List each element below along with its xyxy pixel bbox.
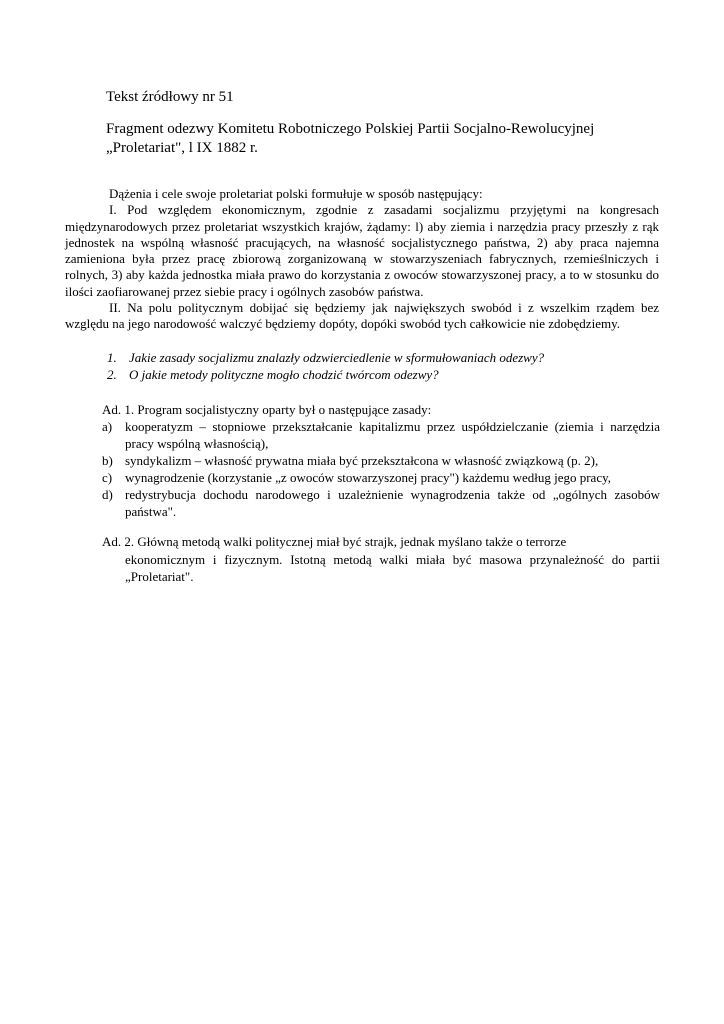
question-text: Jakie zasady socjalizmu znalazły odzwierciedlenie w sformułowaniach odezwy?: [129, 350, 545, 365]
source-intro: Dążenia i cele swoje proletariat polski formułuje w sposób następujący:: [109, 186, 483, 201]
item-text: redystrybucja dochodu narodowego i uzależnienie wynagrodzenia także od „ogólnych zasobów państwa".: [125, 487, 660, 519]
answer-1-item: [102, 452, 660, 469]
question-number: 1.: [107, 350, 117, 365]
item-letter: a): [102, 419, 113, 434]
question-item: [107, 366, 667, 383]
source-text: [65, 186, 659, 333]
item-letter: b): [102, 453, 113, 468]
answer-1: [102, 401, 660, 520]
item-text: kooperatyzm – stopniowe przekształcanie kapitalizmu przez uspółdzielczanie (ziemia i narzędzia pracy wspólną własnością),: [125, 419, 660, 451]
question-item: [107, 349, 667, 366]
item-letter: d): [102, 487, 113, 502]
answer-2: [102, 533, 660, 586]
answer-2-continuation: ekonomicznym i fizycznym. Istotną metodą walki miała być masowa przynależność do partii „Proletariat".: [125, 551, 660, 584]
subtitle-line-1: Fragment odezwy Komitetu Robotniczego Polskiej Partii Socjalno-Rewolucyjnej: [106, 121, 595, 137]
subtitle-line-2: „Proletariat", l IX 1882 r.: [106, 140, 258, 156]
answer-1-heading: Ad. 1. Program socjalistyczny oparty był o następujące zasady:: [102, 402, 432, 417]
source-paragraph-2: II. Na polu politycznym dobijać się będziemy jak największych swobód i z wszelkim rządem bez względu na jego narodowość walczyć będziemy dopóty, dopóki swobód tych całkowicie nie zdobędziemy.: [65, 300, 659, 332]
item-text: syndykalizm – własność prywatna miała być przekształcona w własność związkową (p. 2),: [125, 453, 599, 468]
question-text: O jakie metody polityczne mogło chodzić twórcom odezwy?: [129, 367, 439, 382]
item-text: wynagrodzenie (korzystanie „z owoców stowarzyszonej pracy") każdemu według jego pracy,: [125, 470, 611, 485]
document-title: Tekst źródłowy nr 51: [106, 89, 234, 105]
question-number: 2.: [107, 367, 117, 382]
document-subtitle: [106, 120, 666, 158]
source-paragraph-1: I. Pod względem ekonomicznym, zgodnie z zasadami socjalizmu przyjętymi na kongresach międzynarodowych przez proletariat wszystkich krajów, żądamy: l) aby ziemia i narzędzia pracy przeszły z rąk jednostek na wspólną własność pracujących, na własność socjalistycznego państwa, 2) aby praca najemna zamieniona była przez pracę zbiorową zorganizowaną w stowarzyszeniach fabrycznych, rzemieślniczych i rolnych, 3) aby każda jednostka miała prawo do korzystania z owoców stowarzyszonej pracy, a to w stosunku do ilości zaofiarowanej przez siebie pracy i ogólnych zasobów państwa.: [65, 202, 659, 299]
item-letter: c): [102, 470, 113, 485]
answer-1-item: [102, 469, 660, 486]
answer-1-item: [102, 486, 660, 520]
answer-1-item: [102, 418, 660, 452]
answer-2-line-1: Ad. 2. Główną metodą walki politycznej miał być strajk, jednak myślano także o terrorze: [102, 534, 567, 549]
questions-list: [107, 349, 667, 383]
